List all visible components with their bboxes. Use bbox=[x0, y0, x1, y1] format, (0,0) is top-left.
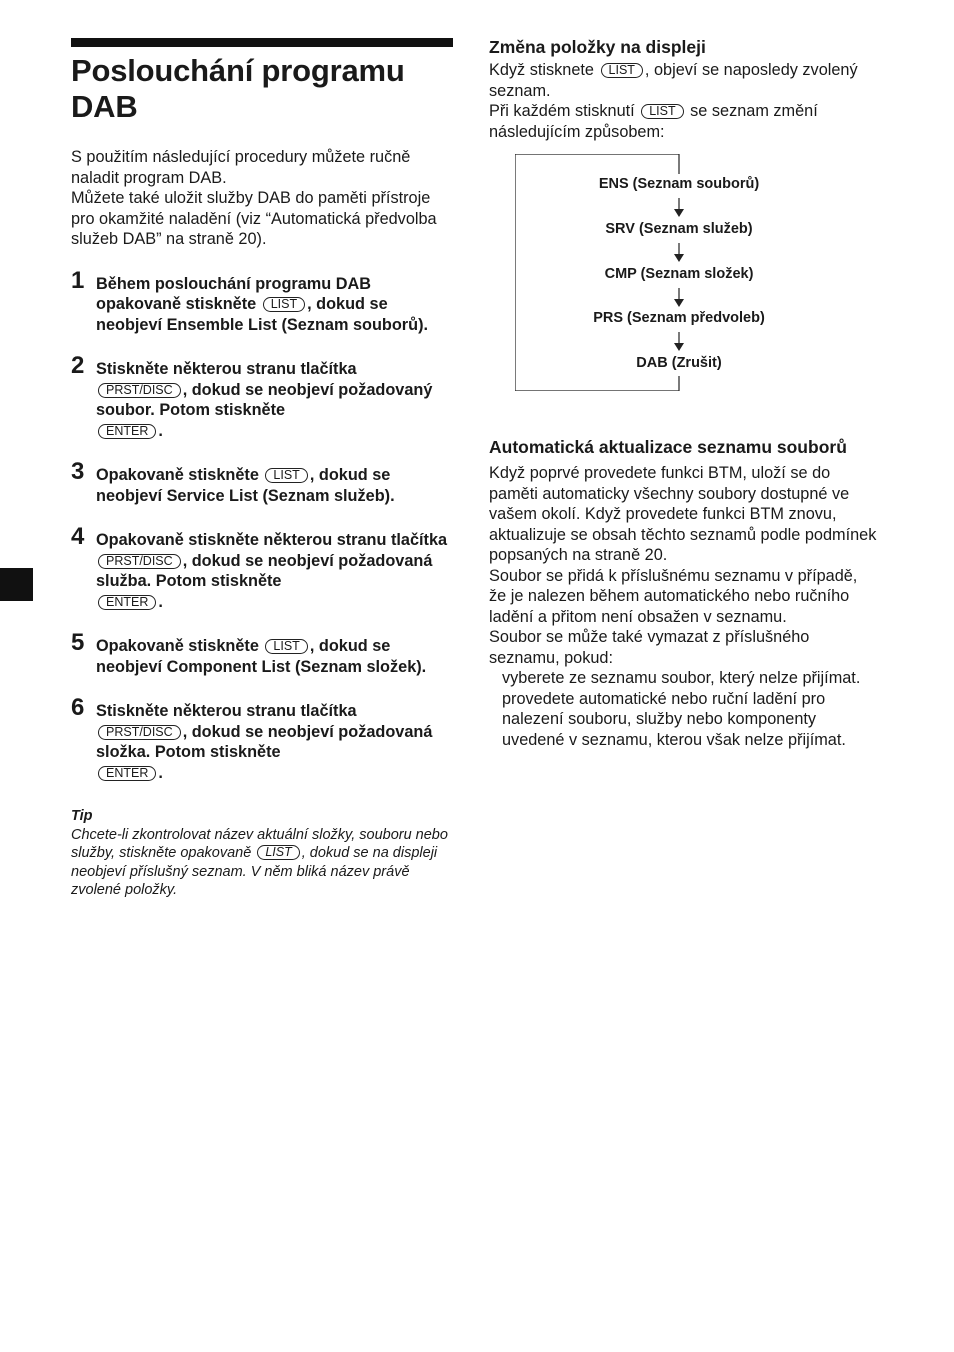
tip-text: , dokud se na displeji neobjeví příslušný seznam. V něm bliká název právě zvolené položky. bbox=[71, 845, 438, 898]
prst-disc-key-label: PRST/DISC bbox=[98, 725, 181, 740]
body-text: Při každém stisknutí bbox=[489, 102, 635, 120]
prst-disc-key-label: PRST/DISC bbox=[98, 383, 181, 398]
step-text: . bbox=[158, 421, 163, 440]
step-number: 2 bbox=[71, 352, 85, 379]
list-key-label: LIST bbox=[265, 639, 307, 654]
flow-item-ens: ENS (Seznam souborů) bbox=[598, 176, 760, 192]
list-key-label: LIST bbox=[257, 845, 299, 860]
condition-item-1: vyberete ze seznamu soubor, který nelze přijímat. bbox=[502, 669, 861, 687]
step-text: , dokud se neobjeví požadovaný soubor. Potom stiskněte bbox=[96, 380, 433, 419]
list-key-label: LIST bbox=[263, 297, 305, 312]
display-change-line-1 bbox=[489, 60, 879, 101]
step-number: 3 bbox=[71, 458, 85, 485]
tip-box bbox=[71, 807, 453, 900]
body-text: Když stisknete bbox=[489, 61, 594, 79]
list-cycle-diagram bbox=[515, 154, 855, 391]
enter-key-label: ENTER bbox=[98, 595, 156, 610]
step-text: Opakovaně stiskněte některou stranu tlačítka bbox=[96, 531, 448, 549]
step-6 bbox=[71, 694, 453, 783]
right-column bbox=[489, 36, 879, 750]
auto-update-paragraph-2: Soubor se přidá k příslušnému seznamu v případě, že je nalezen během automatického nebo ručního ladění a přitom není obsažen v seznamu. bbox=[489, 566, 858, 626]
list-key-label: LIST bbox=[265, 468, 307, 483]
step-number: 4 bbox=[71, 523, 85, 550]
step-text: . bbox=[158, 763, 163, 782]
step-text: , dokud se neobjeví Component List (Seznam složek). bbox=[96, 637, 427, 676]
left-column bbox=[71, 38, 453, 900]
enter-key-label: ENTER bbox=[98, 766, 156, 781]
section-tab bbox=[0, 568, 33, 601]
body-text: , objeví se naposledy zvolený seznam. bbox=[489, 61, 858, 100]
intro-paragraph-2: Můžete také uložit služby DAB do paměti přístroje pro okamžité naladění (viz “Automatická předvolba služeb DAB” na straně 20). bbox=[71, 189, 437, 248]
tip-text: Chcete-li zkontrolovat název aktuální složky, souboru nebo služby, stiskněte opakovaně bbox=[71, 826, 448, 861]
step-5 bbox=[71, 629, 453, 677]
step-text: , dokud se neobjeví požadovaná služba. Potom stiskněte bbox=[96, 551, 433, 590]
title-rule bbox=[71, 38, 453, 47]
auto-update-heading: Automatická aktualizace seznamu souborů bbox=[489, 437, 847, 457]
step-number: 1 bbox=[71, 266, 85, 294]
auto-update-paragraph-3: Soubor se může také vymazat z příslušného seznamu, pokud: bbox=[489, 628, 810, 667]
step-text: Opakovaně stiskněte bbox=[96, 466, 259, 484]
steps-list bbox=[71, 266, 453, 784]
step-1 bbox=[71, 266, 453, 336]
step-text: Stiskněte některou stranu tlačítka bbox=[96, 702, 357, 720]
step-number: 6 bbox=[71, 694, 85, 721]
down-arrow-icon bbox=[674, 288, 684, 307]
body-text: se seznam změní následujícím způsobem: bbox=[489, 102, 818, 141]
step-number: 5 bbox=[71, 629, 85, 656]
flow-item-srv: SRV (Seznam služeb) bbox=[605, 221, 753, 237]
down-arrow-icon bbox=[674, 198, 684, 217]
step-text: . bbox=[158, 592, 163, 611]
auto-update-paragraph-1: Když poprvé provedete funkci BTM, uloží se do paměti automaticky všechny soubory dostupné ve vašem okolí. Když provedete funkci BTM znovu, aktualizuje se obsah těchto seznamů podle podmínek popsaných na straně 20. bbox=[489, 464, 877, 564]
down-arrow-icon bbox=[674, 243, 684, 262]
intro-paragraph-1: S použitím následující procedury můžete ručně naladit program DAB. bbox=[71, 148, 411, 187]
enter-key-label: ENTER bbox=[98, 424, 156, 439]
step-4 bbox=[71, 523, 453, 612]
step-2 bbox=[71, 352, 453, 441]
list-key-label: LIST bbox=[601, 63, 643, 78]
flow-item-cmp: CMP (Seznam složek) bbox=[604, 266, 754, 282]
prst-disc-key-label: PRST/DISC bbox=[98, 554, 181, 569]
step-3 bbox=[71, 458, 453, 506]
step-text: Během poslouchání programu DAB opakovaně stiskněte bbox=[96, 274, 372, 313]
step-text: , dokud se neobjeví Service List (Seznam služeb). bbox=[96, 466, 395, 505]
condition-item-2: provedete automatické nebo ruční ladění pro nalezení souboru, služby nebo komponenty uvedené v seznamu, kterou však nelze přijímat. bbox=[502, 689, 846, 749]
step-text: Stiskněte některou stranu tlačítka bbox=[96, 360, 357, 378]
page-title: Poslouchání programu DAB bbox=[71, 53, 405, 124]
step-text: , dokud se neobjeví požadovaná složka. Potom stiskněte bbox=[96, 722, 433, 761]
display-change-heading: Změna položky na displeji bbox=[489, 37, 706, 57]
step-text: , dokud se neobjeví Ensemble List (Seznam souborů). bbox=[96, 295, 429, 334]
tip-title: Tip bbox=[71, 808, 93, 824]
flow-item-dab: DAB (Zrušit) bbox=[636, 355, 722, 371]
flow-item-prs: PRS (Seznam předvoleb) bbox=[593, 310, 765, 326]
list-key-label: LIST bbox=[641, 104, 683, 119]
step-text: Opakovaně stiskněte bbox=[96, 637, 259, 655]
display-change-line-2 bbox=[489, 101, 879, 142]
down-arrow-icon bbox=[674, 332, 684, 351]
